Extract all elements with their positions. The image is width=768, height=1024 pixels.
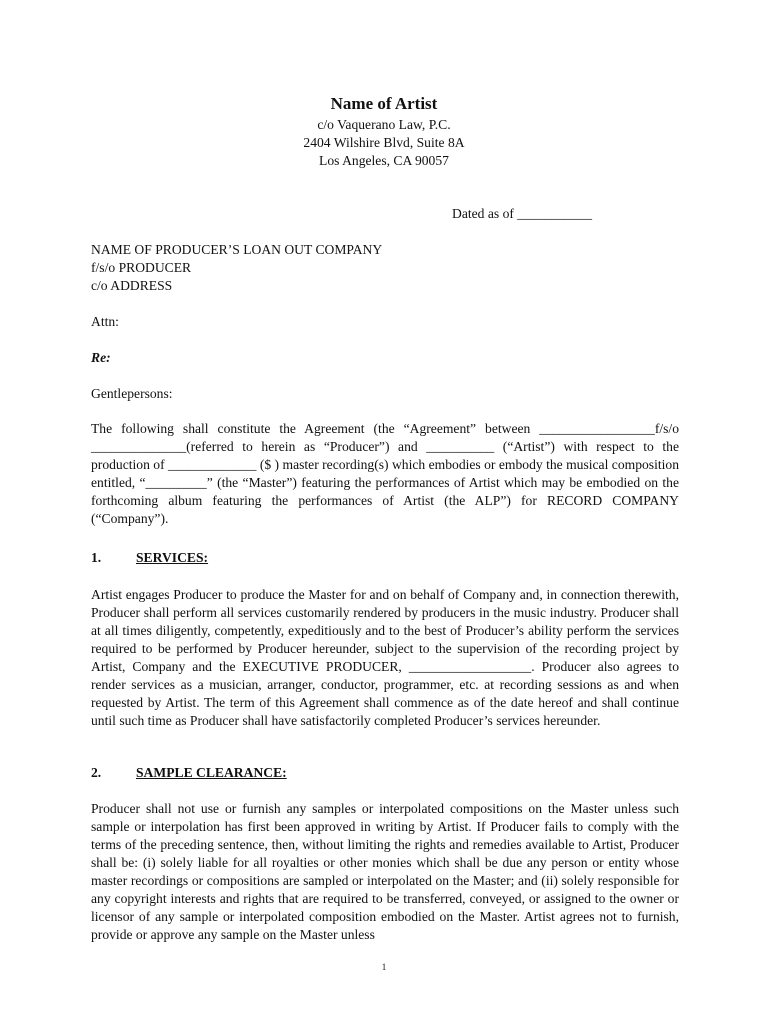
- care-of-line: c/o Vaquerano Law, P.C.: [317, 117, 451, 132]
- recipient-company: NAME OF PRODUCER’S LOAN OUT COMPANY: [91, 242, 383, 257]
- recipient-address: c/o ADDRESS: [91, 278, 173, 293]
- intro-paragraph: The following shall constitute the Agreement (the “Agreement” between _________________f/s/o ______________(referred to herein as “Producer”) and __________ (“Artist”) with respect to the production of _____________ ($ ) master recording(s) which embodies or embody the musical composition entitled, “_________” (the “Master”) featuring the performances of Artist which may be embodied on the forthcoming album featuring the performances of Artist (the ALP”) for RECORD COMPANY (“Company”).: [91, 421, 679, 526]
- section-1-title: SERVICES:: [136, 550, 209, 565]
- section-2-text: Producer shall not use or furnish any samples or interpolated compositions on the Master unless such sample or interpolation has first been approved in writing by Artist. If Producer fails to comply with the terms of the preceding sentence, then, without limiting the rights and remedies available to Artist, Producer shall be: (i) solely liable for all royalties or other monies which shall be due any person or entity whose master recordings or compositions are sampled or interpolated on the Master; and (ii) solely responsible for any copyright interests and rights that are required to be transferred, conveyed, or assigned to the owner or licensor of any sample or interpolated composition embodied on the Master. Artist agrees not to furnish, provide or approve any sample on the Master unless: [91, 801, 679, 942]
- artist-name: Name of Artist: [330, 94, 438, 113]
- section-1-text: Artist engages Producer to produce the Master for and on behalf of Company and, in connection therewith, Producer shall perform all services customarily rendered by producers in the music industry. Producer shall at all times diligently, competently, expeditiously and to the best of Producer’s ability perform the services required to be performed by Producer hereunder, subject to the supervision of the recording project by Artist, Company and the EXECUTIVE PRODUCER, __________________. Producer also agrees to render services as a musician, arranger, conductor, programmer, etc. at recording sessions as and when requested by Artist. The term of this Agreement shall commence as of the date hereof and shall continue until such time as Producer shall have satisfactorily completed Producer’s services hereunder.: [91, 587, 679, 728]
- section-1-number: 1.: [91, 550, 102, 565]
- re-line: Re:: [91, 350, 111, 365]
- attention-line: Attn:: [91, 314, 119, 329]
- street-line: 2404 Wilshire Blvd, Suite 8A: [303, 135, 465, 150]
- page-number: 1: [381, 962, 387, 972]
- section-2-number: 2.: [91, 765, 102, 780]
- city-line: Los Angeles, CA 90057: [319, 153, 449, 168]
- section-2-title: SAMPLE CLEARANCE:: [136, 765, 287, 780]
- recipient-fso: f/s/o PRODUCER: [91, 260, 192, 275]
- date-line: Dated as of ___________: [452, 206, 593, 221]
- salutation: Gentlepersons:: [91, 386, 173, 401]
